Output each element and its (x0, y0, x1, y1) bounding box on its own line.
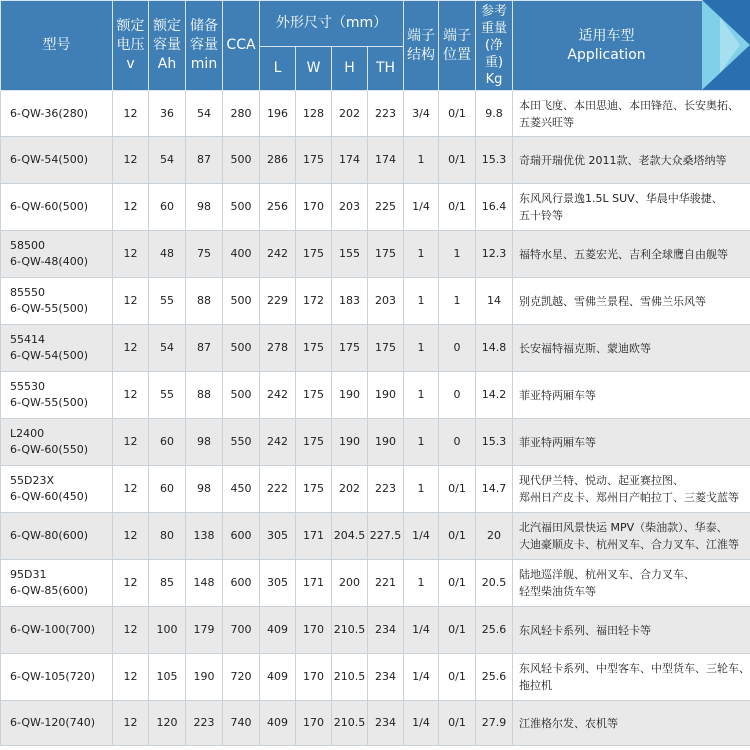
cell-weight: 14.7 (476, 466, 513, 513)
table-row (1, 607, 750, 654)
table-row (1, 372, 750, 419)
cell-terminal-position: 0/1 (439, 654, 476, 701)
table-body (1, 91, 750, 746)
cell-terminal-structure: 1 (404, 278, 439, 325)
cell-dim-W: 171 (296, 560, 332, 607)
cell-model: 55530 6-QW-55(500) (1, 372, 113, 419)
cell-application: 福特水星、五菱宏光、吉利全球鹰自由舰等 (513, 231, 750, 278)
table-row (1, 654, 750, 701)
cell-dim-H: 155 (332, 231, 368, 278)
cell-terminal-position: 0 (439, 372, 476, 419)
cell-terminal-position: 0/1 (439, 184, 476, 231)
cell-weight: 20.5 (476, 560, 513, 607)
cell-dim-H: 200 (332, 560, 368, 607)
cell-capacity: 60 (149, 184, 186, 231)
cell-application: 北汽福田风景快运 MPV（柴油款）、华泰、 大迪豪顺皮卡、杭州叉车、合力叉车、江淮等 (513, 513, 750, 560)
cell-cca: 720 (223, 654, 260, 701)
logo-chevron-icon (692, 0, 750, 90)
cell-capacity: 54 (149, 137, 186, 184)
cell-weight: 15.3 (476, 137, 513, 184)
cell-terminal-position: 1 (439, 278, 476, 325)
cell-application: 菲亚特两厢车等 (513, 419, 750, 466)
cell-cca: 600 (223, 513, 260, 560)
cell-dim-TH: 190 (368, 419, 404, 466)
table-row (1, 278, 750, 325)
cell-reserve: 223 (186, 701, 223, 746)
cell-voltage: 12 (113, 513, 149, 560)
cell-dim-W: 172 (296, 278, 332, 325)
cell-dim-L: 242 (260, 419, 296, 466)
table-row (1, 91, 750, 137)
cell-terminal-structure: 1 (404, 419, 439, 466)
cell-dim-L: 305 (260, 513, 296, 560)
cell-application: 奇瑞开瑞优优 2011款、老款大众桑塔纳等 (513, 137, 750, 184)
cell-dim-W: 175 (296, 419, 332, 466)
cell-cca: 700 (223, 607, 260, 654)
cell-terminal-position: 0 (439, 325, 476, 372)
cell-terminal-position: 0 (439, 419, 476, 466)
cell-cca: 500 (223, 184, 260, 231)
cell-weight: 12.3 (476, 231, 513, 278)
cell-terminal-structure: 1/4 (404, 513, 439, 560)
cell-reserve: 98 (186, 419, 223, 466)
header-dim-H: H (332, 47, 368, 91)
cell-terminal-structure: 1/4 (404, 184, 439, 231)
table-row (1, 231, 750, 278)
cell-terminal-position: 0/1 (439, 560, 476, 607)
cell-model: 55D23X 6-QW-60(450) (1, 466, 113, 513)
cell-voltage: 12 (113, 231, 149, 278)
cell-reserve: 88 (186, 278, 223, 325)
table-row (1, 184, 750, 231)
cell-voltage: 12 (113, 91, 149, 137)
cell-weight: 25.6 (476, 607, 513, 654)
cell-capacity: 55 (149, 278, 186, 325)
cell-dim-TH: 221 (368, 560, 404, 607)
table-header (1, 1, 750, 91)
cell-application: 长安福特福克斯、蒙迪欧等 (513, 325, 750, 372)
cell-dim-H: 210.5 (332, 607, 368, 654)
cell-dim-L: 409 (260, 654, 296, 701)
cell-dim-TH: 175 (368, 325, 404, 372)
cell-capacity: 48 (149, 231, 186, 278)
cell-terminal-structure: 1/4 (404, 607, 439, 654)
cell-dim-H: 204.5 (332, 513, 368, 560)
cell-weight: 14.8 (476, 325, 513, 372)
header-capacity: 额定 容量 Ah (149, 1, 186, 91)
cell-dim-H: 174 (332, 137, 368, 184)
cell-weight: 27.9 (476, 701, 513, 746)
cell-model: 6-QW-54(500) (1, 137, 113, 184)
cell-model: L2400 6-QW-60(550) (1, 419, 113, 466)
cell-capacity: 85 (149, 560, 186, 607)
header-reserve: 储备 容量 min (186, 1, 223, 91)
cell-dim-TH: 227.5 (368, 513, 404, 560)
cell-reserve: 98 (186, 184, 223, 231)
cell-dim-TH: 234 (368, 654, 404, 701)
cell-cca: 280 (223, 91, 260, 137)
cell-weight: 14 (476, 278, 513, 325)
cell-terminal-position: 0/1 (439, 701, 476, 746)
cell-model: 6-QW-60(500) (1, 184, 113, 231)
cell-dim-L: 242 (260, 231, 296, 278)
cell-capacity: 54 (149, 325, 186, 372)
cell-model: 55414 6-QW-54(500) (1, 325, 113, 372)
cell-dim-H: 203 (332, 184, 368, 231)
cell-dim-H: 190 (332, 419, 368, 466)
cell-voltage: 12 (113, 560, 149, 607)
cell-reserve: 87 (186, 137, 223, 184)
cell-cca: 600 (223, 560, 260, 607)
cell-cca: 500 (223, 278, 260, 325)
header-dim-W: W (296, 47, 332, 91)
cell-application: 东风风行景逸1.5L SUV、华晨中华骏捷、 五十铃等 (513, 184, 750, 231)
cell-application: 东风轻卡系列、福田轻卡等 (513, 607, 750, 654)
cell-model: 6-QW-120(740) (1, 701, 113, 746)
cell-terminal-position: 0/1 (439, 466, 476, 513)
cell-dim-L: 229 (260, 278, 296, 325)
cell-weight: 14.2 (476, 372, 513, 419)
cell-terminal-position: 0/1 (439, 607, 476, 654)
cell-dim-L: 278 (260, 325, 296, 372)
cell-dim-TH: 175 (368, 231, 404, 278)
table-row (1, 513, 750, 560)
cell-dim-TH: 223 (368, 91, 404, 137)
header-application: 适用车型 Application (513, 1, 750, 91)
cell-terminal-structure: 1 (404, 466, 439, 513)
cell-cca: 550 (223, 419, 260, 466)
cell-dim-W: 175 (296, 372, 332, 419)
cell-dim-L: 242 (260, 372, 296, 419)
cell-dim-L: 409 (260, 607, 296, 654)
cell-cca: 740 (223, 701, 260, 746)
cell-voltage: 12 (113, 419, 149, 466)
cell-dim-TH: 223 (368, 466, 404, 513)
cell-capacity: 60 (149, 466, 186, 513)
cell-voltage: 12 (113, 607, 149, 654)
cell-dim-W: 170 (296, 654, 332, 701)
cell-model: 6-QW-80(600) (1, 513, 113, 560)
cell-dim-W: 170 (296, 184, 332, 231)
cell-capacity: 55 (149, 372, 186, 419)
cell-reserve: 88 (186, 372, 223, 419)
cell-cca: 450 (223, 466, 260, 513)
cell-model: 95D31 6-QW-85(600) (1, 560, 113, 607)
cell-reserve: 148 (186, 560, 223, 607)
cell-application: 别克凯越、雪佛兰景程、雪佛兰乐风等 (513, 278, 750, 325)
cell-dim-L: 409 (260, 701, 296, 746)
cell-terminal-structure: 1 (404, 231, 439, 278)
cell-cca: 500 (223, 325, 260, 372)
cell-terminal-position: 0/1 (439, 137, 476, 184)
cell-capacity: 80 (149, 513, 186, 560)
cell-capacity: 100 (149, 607, 186, 654)
cell-dim-L: 256 (260, 184, 296, 231)
cell-weight: 25.6 (476, 654, 513, 701)
header-dimensions: 外形尺寸（mm） (260, 1, 404, 47)
table-row (1, 560, 750, 607)
cell-dim-TH: 234 (368, 701, 404, 746)
cell-application: 陆地巡洋舰、杭州叉车、合力叉车、 轻型柴油货车等 (513, 560, 750, 607)
cell-terminal-structure: 1/4 (404, 701, 439, 746)
cell-terminal-structure: 3/4 (404, 91, 439, 137)
cell-dim-H: 190 (332, 372, 368, 419)
cell-capacity: 120 (149, 701, 186, 746)
cell-reserve: 138 (186, 513, 223, 560)
cell-dim-H: 210.5 (332, 654, 368, 701)
table-row (1, 419, 750, 466)
cell-voltage: 12 (113, 325, 149, 372)
cell-dim-L: 305 (260, 560, 296, 607)
cell-voltage: 12 (113, 466, 149, 513)
cell-dim-H: 202 (332, 466, 368, 513)
header-terminal-position: 端子 位置 (439, 1, 476, 91)
cell-model: 58500 6-QW-48(400) (1, 231, 113, 278)
cell-dim-L: 196 (260, 91, 296, 137)
table-row (1, 701, 750, 746)
cell-dim-H: 175 (332, 325, 368, 372)
cell-dim-W: 175 (296, 466, 332, 513)
cell-dim-TH: 225 (368, 184, 404, 231)
table-row (1, 325, 750, 372)
header-voltage: 额定 电压 v (113, 1, 149, 91)
cell-dim-L: 286 (260, 137, 296, 184)
cell-application: 东风轻卡系列、中型客车、中型货车、三轮车、 拖拉机 (513, 654, 750, 701)
cell-voltage: 12 (113, 654, 149, 701)
cell-reserve: 190 (186, 654, 223, 701)
header-dim-TH: TH (368, 47, 404, 91)
cell-cca: 500 (223, 372, 260, 419)
header-model: 型号 (1, 1, 113, 91)
cell-application: 现代伊兰特、悦动、起亚赛拉图、 郑州日产皮卡、郑州日产帕拉丁、三菱戈蓝等 (513, 466, 750, 513)
cell-application: 本田飞度、本田思迪、本田锋范、长安奥拓、 五菱兴旺等 (513, 91, 750, 137)
cell-capacity: 105 (149, 654, 186, 701)
header-dim-L: L (260, 47, 296, 91)
cell-reserve: 75 (186, 231, 223, 278)
cell-capacity: 36 (149, 91, 186, 137)
cell-reserve: 87 (186, 325, 223, 372)
cell-dim-W: 170 (296, 701, 332, 746)
header-terminal-structure: 端子 结构 (404, 1, 439, 91)
cell-cca: 500 (223, 137, 260, 184)
cell-voltage: 12 (113, 278, 149, 325)
cell-dim-W: 171 (296, 513, 332, 560)
cell-voltage: 12 (113, 701, 149, 746)
cell-application: 菲亚特两厢车等 (513, 372, 750, 419)
cell-dim-W: 175 (296, 231, 332, 278)
cell-weight: 20 (476, 513, 513, 560)
table-row (1, 137, 750, 184)
cell-model: 85550 6-QW-55(500) (1, 278, 113, 325)
cell-dim-L: 222 (260, 466, 296, 513)
cell-reserve: 179 (186, 607, 223, 654)
cell-dim-H: 202 (332, 91, 368, 137)
cell-model: 6-QW-105(720) (1, 654, 113, 701)
cell-weight: 9.8 (476, 91, 513, 137)
cell-dim-W: 175 (296, 325, 332, 372)
cell-voltage: 12 (113, 137, 149, 184)
cell-capacity: 60 (149, 419, 186, 466)
cell-cca: 400 (223, 231, 260, 278)
cell-weight: 16.4 (476, 184, 513, 231)
cell-model: 6-QW-100(700) (1, 607, 113, 654)
cell-dim-H: 210.5 (332, 701, 368, 746)
cell-terminal-structure: 1 (404, 325, 439, 372)
cell-terminal-position: 0/1 (439, 91, 476, 137)
table-row (1, 466, 750, 513)
cell-terminal-structure: 1/4 (404, 654, 439, 701)
cell-dim-H: 183 (332, 278, 368, 325)
cell-reserve: 98 (186, 466, 223, 513)
cell-application: 江淮格尔发、农机等 (513, 701, 750, 746)
cell-model: 6-QW-36(280) (1, 91, 113, 137)
cell-voltage: 12 (113, 372, 149, 419)
cell-voltage: 12 (113, 184, 149, 231)
cell-terminal-position: 1 (439, 231, 476, 278)
cell-terminal-structure: 1 (404, 372, 439, 419)
cell-terminal-position: 0/1 (439, 513, 476, 560)
cell-dim-TH: 174 (368, 137, 404, 184)
cell-reserve: 54 (186, 91, 223, 137)
cell-weight: 15.3 (476, 419, 513, 466)
cell-terminal-structure: 1 (404, 560, 439, 607)
cell-dim-TH: 190 (368, 372, 404, 419)
header-cca: CCA (223, 1, 260, 91)
header-weight: 参考 重量 (净重) Kg (476, 1, 513, 91)
cell-dim-W: 128 (296, 91, 332, 137)
cell-dim-W: 175 (296, 137, 332, 184)
cell-dim-TH: 203 (368, 278, 404, 325)
cell-dim-TH: 234 (368, 607, 404, 654)
cell-terminal-structure: 1 (404, 137, 439, 184)
cell-dim-W: 170 (296, 607, 332, 654)
